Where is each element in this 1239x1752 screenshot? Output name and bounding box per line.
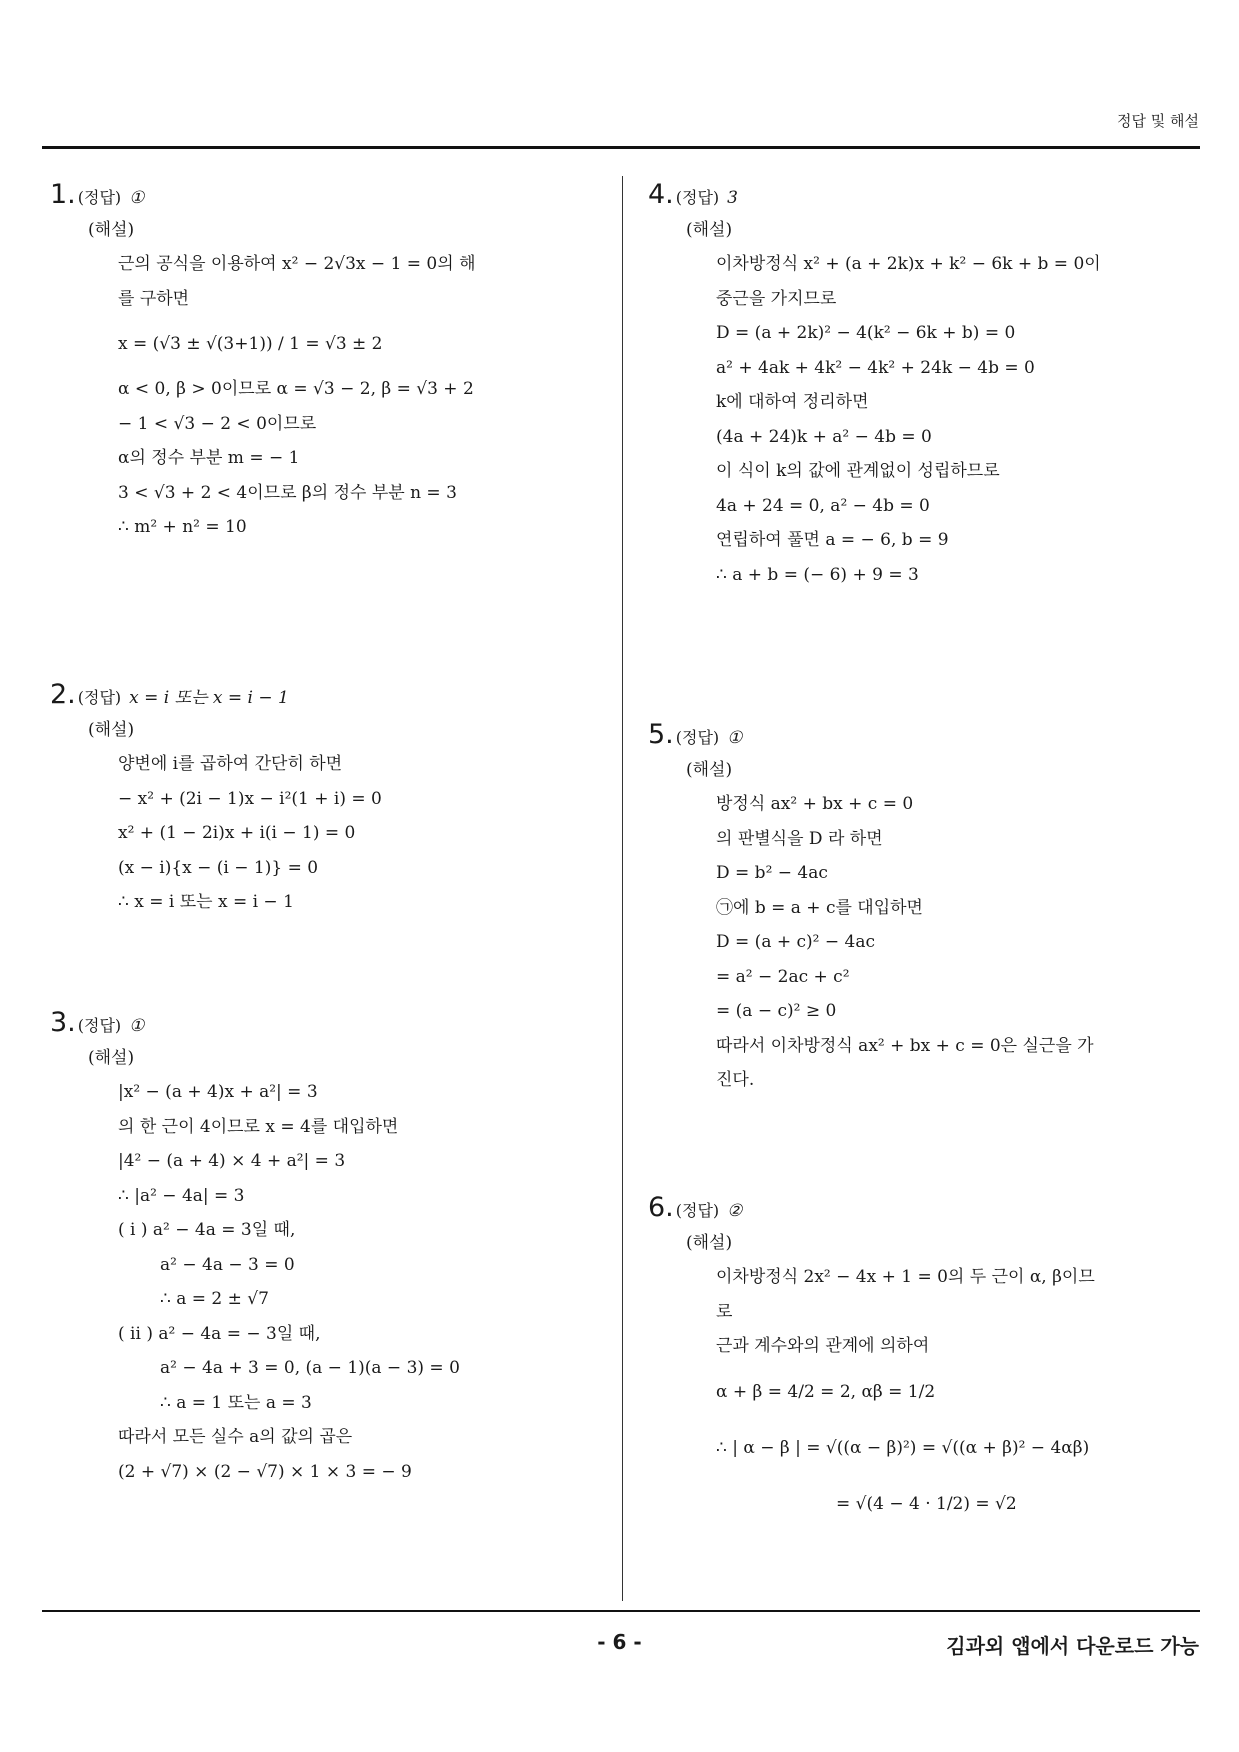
problem-number: 4. — [648, 179, 674, 210]
solution-line: 이차방정식 2x² − 4x + 1 = 0의 두 근이 α, β이므 — [716, 1267, 1095, 1287]
solution-line: a² + 4ak + 4k² − 4k² + 24k − 4b = 0 — [716, 357, 1035, 378]
solution-line: ( ii ) a² − 4a = − 3일 때, — [118, 1323, 321, 1344]
solution-line: |4² − (a + 4) × 4 + a²| = 3 — [118, 1151, 346, 1171]
problem-header — [50, 1005, 570, 1041]
problem-header — [50, 677, 570, 713]
solution-lines — [118, 747, 570, 920]
solution-line: 양변에 i를 곱하여 간단히 하면 — [118, 754, 343, 774]
answer-label: (정답) — [77, 688, 122, 707]
top-divider — [42, 146, 1200, 149]
problem-2 — [50, 677, 570, 920]
solution-label: (해설) — [88, 720, 135, 740]
solution-line: ∴ |a² − 4a| = 3 — [118, 1185, 245, 1206]
problem-3 — [50, 1005, 570, 1489]
answer: 3 — [727, 188, 738, 208]
solution-lines — [716, 1260, 1168, 1532]
solution-line: ㉠에 b = a + c를 대입하면 — [716, 897, 923, 918]
solution-line: 따라서 모든 실수 a의 값의 곱은 — [118, 1427, 353, 1447]
solution-line: D = (a + c)² − 4ac — [716, 932, 875, 952]
answer-label: (정답) — [77, 1016, 122, 1035]
problem-6 — [648, 1190, 1168, 1532]
solution-line: 로 — [716, 1301, 733, 1322]
problem-number: 3. — [50, 1007, 76, 1038]
solution-line: (2 + √7) × (2 − √7) × 1 × 3 = − 9 — [118, 1461, 412, 1482]
answer: ② — [727, 1201, 743, 1221]
solution-line: α의 정수 부분 m = − 1 — [118, 448, 300, 468]
solution-line: a² − 4a + 3 = 0, (a − 1)(a − 3) = 0 — [160, 1358, 460, 1378]
problem-header — [648, 1190, 1168, 1226]
download-note: 김과외 앱에서 다운로드 가능 — [946, 1634, 1199, 1658]
problem-header — [648, 717, 1168, 753]
solution-line: 이차방정식 x² + (a + 2k)x + k² − 6k + b = 0이 — [716, 254, 1101, 274]
solution-line: D = b² − 4ac — [716, 863, 828, 883]
answer: ① — [129, 1016, 145, 1036]
solution-line: = √(4 − 4 · 1/2) = √2 — [836, 1493, 1017, 1514]
column-divider — [622, 176, 623, 1601]
solution-line: ( i ) a² − 4a = 3일 때, — [118, 1220, 296, 1240]
solution-line: 를 구하면 — [118, 288, 190, 309]
solution-line: 중근을 가지므로 — [716, 288, 837, 309]
solution-line: k에 대하여 정리하면 — [716, 392, 869, 412]
solution-line: 진다. — [716, 1070, 755, 1090]
answer: x = i 또는 x = i − 1 — [129, 688, 289, 708]
solution-line: D = (a + 2k)² − 4(k² − 6k + b) = 0 — [716, 323, 1016, 343]
bottom-divider — [42, 1610, 1200, 1612]
solution-line: 이 식이 k의 값에 관계없이 성립하므로 — [716, 461, 1000, 481]
solution-label: (해설) — [686, 760, 733, 780]
solution-line: 방정식 ax² + bx + c = 0 — [716, 794, 914, 814]
solution-line: 따라서 이차방정식 ax² + bx + c = 0은 실근을 가 — [716, 1035, 1094, 1056]
solution-line: 근의 공식을 이용하여 x² − 2√3x − 1 = 0의 해 — [118, 254, 476, 274]
solution-line: x = (√3 ± √(3+1)) / 1 = √3 ± 2 — [118, 334, 383, 354]
problem-1 — [50, 177, 570, 545]
solution-line: ∴ a + b = (− 6) + 9 = 3 — [716, 564, 919, 585]
solution-label: (해설) — [686, 220, 733, 240]
problem-header — [50, 177, 570, 213]
solution-lines — [716, 787, 1168, 1098]
problem-number: 6. — [648, 1192, 674, 1223]
solution-lines — [118, 1075, 570, 1489]
solution-line: = a² − 2ac + c² — [716, 966, 850, 987]
solution-label: (해설) — [88, 220, 135, 240]
header-label: 정답 및 해설 — [1117, 112, 1199, 130]
solution-line: ∴ m² + n² = 10 — [118, 517, 247, 537]
solution-line: − x² + (2i − 1)x − i²(1 + i) = 0 — [118, 788, 382, 809]
solution-line: ∴ a = 1 또는 a = 3 — [160, 1392, 312, 1413]
solution-line: x² + (1 − 2i)x + i(i − 1) = 0 — [118, 823, 356, 843]
solution-line: = (a − c)² ≥ 0 — [716, 1001, 837, 1021]
solution-label: (해설) — [686, 1233, 733, 1253]
problem-number: 5. — [648, 719, 674, 750]
problem-5 — [648, 717, 1168, 1098]
solution-line: ∴ a = 2 ± √7 — [160, 1289, 269, 1309]
solution-line: a² − 4a − 3 = 0 — [160, 1254, 295, 1275]
solution-line: 연립하여 풀면 a = − 6, b = 9 — [716, 530, 949, 550]
answer-label: (정답) — [675, 728, 720, 747]
problem-number: 2. — [50, 679, 76, 710]
answer-label: (정답) — [675, 1201, 720, 1220]
problem-number: 1. — [50, 179, 76, 210]
solution-line: 근과 계수와의 관계에 의하여 — [716, 1336, 930, 1356]
solution-line: 4a + 24 = 0, a² − 4b = 0 — [716, 495, 930, 516]
solution-lines — [118, 247, 570, 545]
solution-line: α < 0, β > 0이므로 α = √3 − 2, β = √3 + 2 — [118, 379, 474, 399]
solution-line: 의 한 근이 4이므로 x = 4를 대입하면 — [118, 1116, 399, 1137]
problem-4 — [648, 177, 1168, 592]
solution-label: (해설) — [88, 1048, 135, 1068]
solution-line: |x² − (a + 4)x + a²| = 3 — [118, 1082, 318, 1102]
answer: ① — [129, 188, 145, 208]
answer-label: (정답) — [77, 188, 122, 207]
solution-line: 3 < √3 + 2 < 4이므로 β의 정수 부분 n = 3 — [118, 482, 457, 503]
solution-lines — [716, 247, 1168, 592]
solution-line: α + β = 4/2 = 2, αβ = 1/2 — [716, 1381, 936, 1402]
solution-line: ∴ | α − β | = √((α − β)²) = √((α + β)² − 4αβ) — [716, 1437, 1090, 1458]
solution-line: (4a + 24)k + a² − 4b = 0 — [716, 426, 932, 447]
solution-line: ∴ x = i 또는 x = i − 1 — [118, 892, 294, 912]
page-number: - 6 - — [597, 1630, 642, 1654]
answer: ① — [727, 728, 743, 748]
solution-line: 의 판별식을 D 라 하면 — [716, 828, 883, 849]
problem-header — [648, 177, 1168, 213]
answer-label: (정답) — [675, 188, 720, 207]
solution-line: − 1 < √3 − 2 < 0이므로 — [118, 413, 317, 434]
solution-line: (x − i){x − (i − 1)} = 0 — [118, 857, 319, 878]
